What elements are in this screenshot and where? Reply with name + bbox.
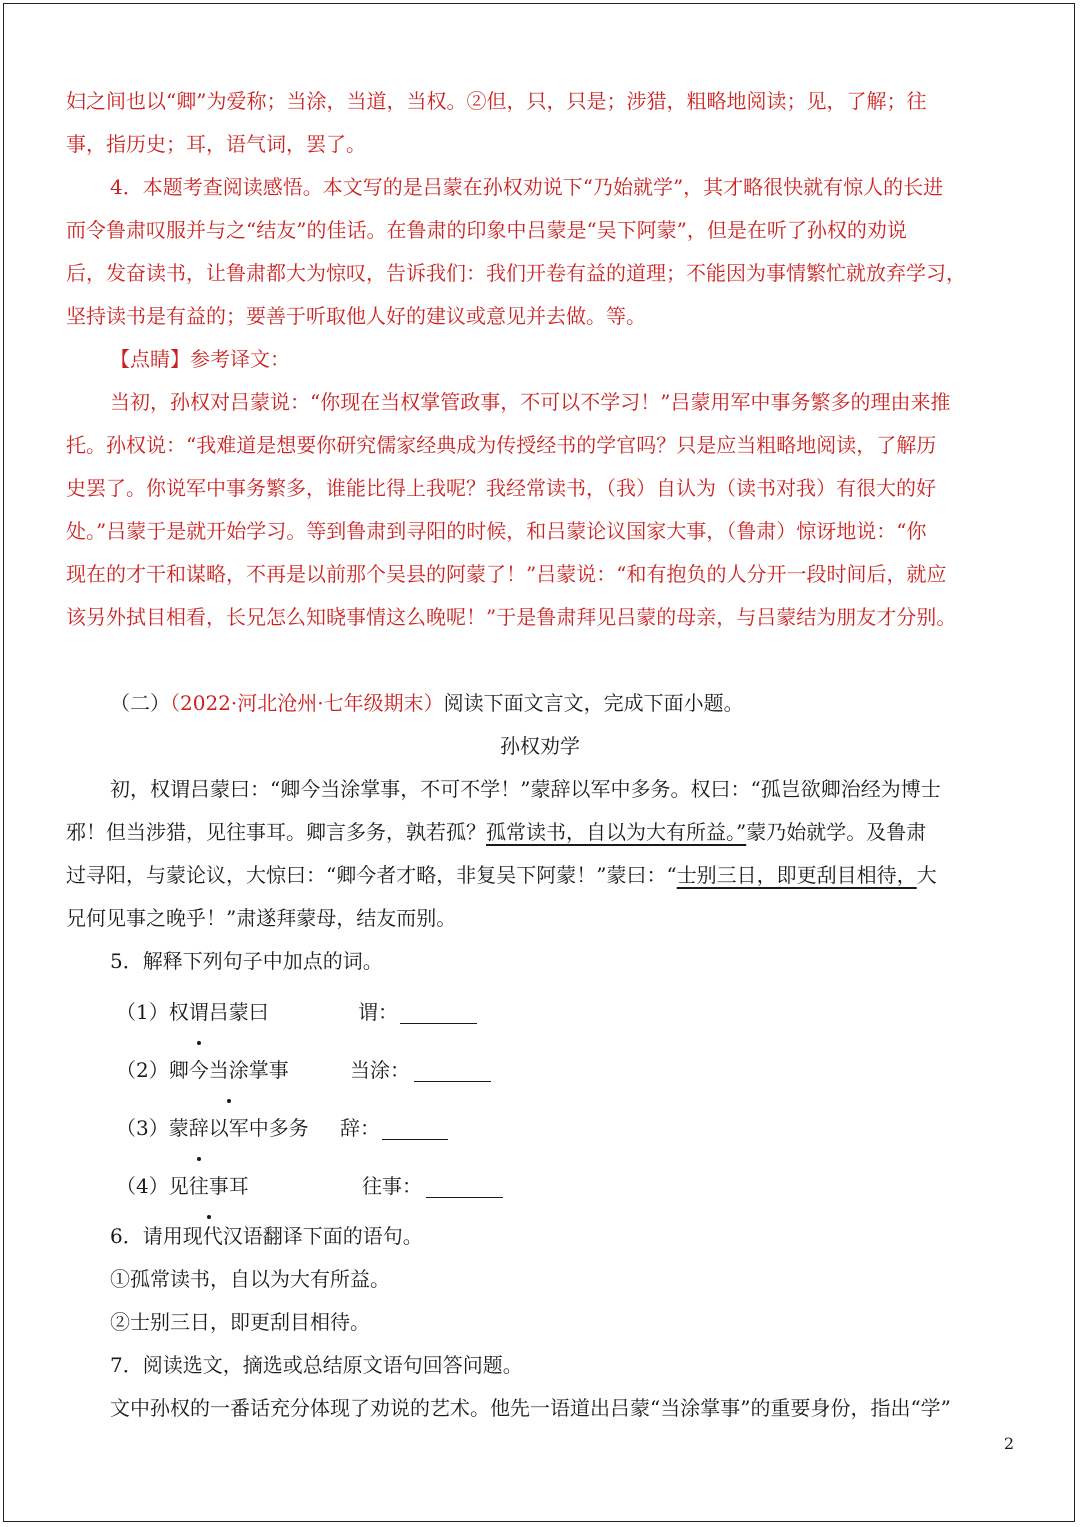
answer-line-1: 妇之间也以“卿”为爱称；当涂，当道，当权。②但，只，只是；涉猎，粗略地阅读；见，了解；往 — [66, 89, 927, 113]
q5-item-number: （3） — [116, 1116, 169, 1140]
q5-item-text: 以军中多务 — [208, 1116, 309, 1140]
passage-text: 过寻阳，与蒙论议，大惊曰：“卿今者才略，非复吴下阿蒙！”蒙曰：“ — [66, 863, 677, 887]
dotted-word-ci: 辞 — [550, 768, 570, 811]
passage-line-4: 兄何见事之晚乎！”肃遂拜蒙母，结友而别。 — [66, 906, 457, 930]
dotted-word-dangtu: 当涂 — [320, 768, 360, 811]
underlined-sentence-2: 士别三日，即更刮目相待， — [676, 863, 917, 887]
q5-dotted-word: 当涂 — [209, 1041, 249, 1099]
q5-item-label: 往事： — [362, 1174, 422, 1198]
translation-line-1: 当初，孙权对吕蒙说：“你现在当权掌管政事，不可以不学习！”吕蒙用军中事务繁多的理由来推 — [110, 390, 951, 414]
section-2-source: （2022·河北沧州·七年级期末） — [170, 691, 444, 715]
q5-dotted-word: 往事 — [189, 1157, 229, 1215]
q5-item-text: 权 — [168, 1000, 189, 1024]
q5-item-text: 吕蒙曰 — [208, 1000, 269, 1024]
q5-item-text: 掌事 — [248, 1058, 289, 1082]
q5-item-2 — [66, 1041, 1014, 1099]
q5-item-sentence — [116, 983, 269, 1041]
passage-line-2 — [66, 811, 1014, 854]
answer-blank[interactable] — [382, 1139, 448, 1140]
q5-item-text: 耳 — [228, 1174, 249, 1198]
section-2-prefix: （二） — [110, 691, 170, 715]
passage-line-3 — [66, 854, 1014, 897]
q4-answer-line-3: 后，发奋读书，让鲁肃都大为惊叹，告诉我们：我们开卷有益的道理；不能因为事情繁忙就放弃学习， — [66, 261, 966, 285]
q5-item-text: 蒙 — [168, 1116, 189, 1140]
passage-text: 邪！但当涉猎，见 — [66, 820, 226, 844]
translation-line-3: 史罢了。你说军中事务繁多，谁能比得上我呢？我经常读书，（我）自认为（读书对我）有很大的好 — [66, 476, 936, 500]
translation-line-5: 现在的才干和谋略，不再是以前那个吴县的阿蒙了！”吕蒙说：“和有抱负的人分开一段时间后，就应 — [66, 562, 947, 586]
q6-sentence-2: ②士别三日，即更刮目相待。 — [110, 1310, 370, 1334]
q5-item-sentence — [116, 1041, 289, 1099]
passage-text: 吕蒙曰：“卿今 — [190, 777, 321, 801]
passage-text: 耳。卿言多务，孰若孤？ — [266, 820, 486, 844]
section-2-heading — [66, 682, 1014, 725]
q5-dotted-word: 谓 — [189, 983, 209, 1041]
q7-text: 文中孙权的一番话充分体现了劝说的艺术。他先一语道出吕蒙“当涂掌事”的重要身份，指出“学” — [110, 1396, 951, 1420]
q5-heading: 5．解释下列句子中加点的词。 — [110, 949, 383, 973]
translation-line-2: 托。孙权说：“我难道是想要你研究儒家经典成为传授经书的学官吗？只是应当粗略地阅读，了解历 — [66, 433, 937, 457]
answer-blank[interactable] — [400, 1023, 477, 1024]
underlined-sentence-1: 孤常读书，自以为大有所益。” — [486, 820, 747, 844]
section-2-instruction: 阅读下面文言文，完成下面小题。 — [443, 691, 744, 715]
passage-title: 孙权劝学 — [500, 734, 580, 758]
q4-answer-line-1: 4．本题考查阅读感悟。本文写的是吕蒙在孙权劝说下“乃始就学”，其才略很快就有惊人的长进 — [110, 175, 944, 199]
answer-line-2: 事，指历史；耳，语气词，罢了。 — [66, 132, 366, 156]
q5-item-text: 见 — [168, 1174, 189, 1198]
q5-item-4 — [66, 1157, 1014, 1215]
document-body — [66, 80, 1014, 1430]
q5-item-sentence — [116, 1099, 309, 1157]
q7-heading: 7．阅读选文，摘选或总结原文语句回答问题。 — [110, 1353, 523, 1377]
answer-blank[interactable] — [426, 1197, 503, 1198]
q4-answer-line-4: 坚持读书是有益的；要善于听取他人好的建议或意见并去做。等。 — [66, 304, 646, 328]
q5-item-label: 谓： — [358, 1000, 398, 1024]
passage-text: 初，权 — [110, 777, 170, 801]
q5-item-number: （4） — [116, 1174, 169, 1198]
q5-item-number: （1） — [116, 1000, 169, 1024]
passage-text: 大 — [916, 863, 937, 887]
q4-answer-line-2: 而令鲁肃叹服并与之“结友”的佳话。在鲁肃的印象中吕蒙是“吴下阿蒙”，但是在听了孙权的劝说 — [66, 218, 907, 242]
q6-heading: 6．请用现代汉语翻译下面的语句。 — [110, 1224, 423, 1248]
translation-line-4: 处。”吕蒙于是就开始学习。等到鲁肃到寻阳的时候，和吕蒙论议国家大事，（鲁肃）惊讶地说：“你 — [66, 519, 927, 543]
q5-item-sentence — [116, 1157, 249, 1215]
passage-text: 以军中多务。权曰：“孤岂欲卿治经为博士 — [570, 777, 941, 801]
section-spacer — [66, 639, 1014, 682]
page-number: 2 — [1003, 1434, 1014, 1453]
q5-item-1 — [66, 983, 1014, 1041]
q6-sentence-1: ①孤常读书，自以为大有所益。 — [110, 1267, 390, 1291]
dotted-word-wangshi: 往事 — [226, 811, 266, 854]
answer-blank[interactable] — [414, 1081, 491, 1082]
passage-text: 蒙乃始就学。及鲁肃 — [746, 820, 927, 844]
q5-dotted-word: 辞 — [189, 1099, 209, 1157]
dotted-word-wei: 谓 — [170, 768, 190, 811]
q5-item-number: （2） — [116, 1058, 169, 1082]
q5-item-label: 辞： — [340, 1116, 380, 1140]
translation-line-6: 该另外拭目相看，长兄怎么知晓事情这么晚呢！”于是鲁肃拜见吕蒙的母亲，与吕蒙结为朋友才分别。 — [66, 605, 957, 629]
passage-text: 掌事，不可不学！”蒙 — [360, 777, 551, 801]
dianjing-label: 【点睛】参考译文： — [110, 347, 290, 371]
q5-item-3 — [66, 1099, 1014, 1157]
q5-item-text: 卿今 — [168, 1058, 209, 1082]
passage-line-1 — [66, 768, 1014, 811]
q5-item-label: 当涂： — [350, 1058, 410, 1082]
